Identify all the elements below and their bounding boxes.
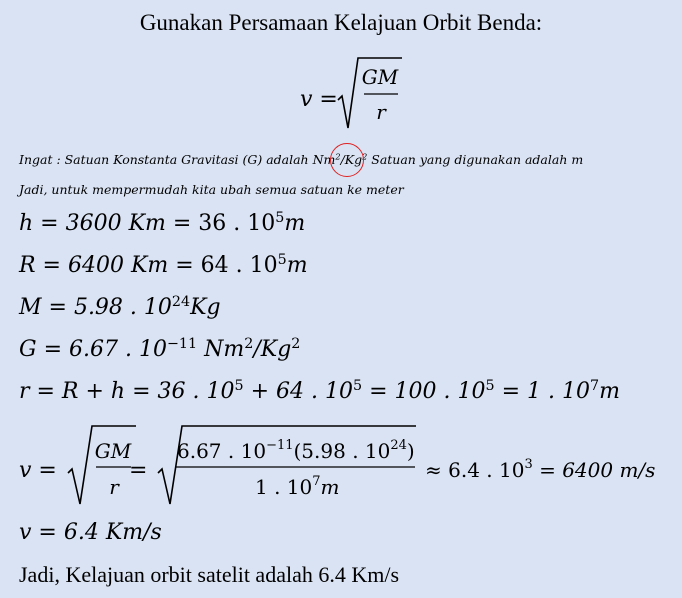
page-title: Gunakan Persamaan Kelajuan Orbit Benda: <box>139 10 543 35</box>
conversion-note: Jadi, untuk mempermudah kita ubah semua satuan ke meter <box>19 182 404 197</box>
orbit-radius-equation: r = R + h = 36 . $10^5 + 64$ . $10^5 = 100$ . $10^5 = 1$ . $10^7m$ <box>19 378 620 404</box>
velocity-calculation <box>12 420 676 512</box>
conclusion-text: Jadi, Kelajuan orbit satelit adalah 6.4 Km/s <box>19 562 400 587</box>
calc-numerator-2: 6.67 . $10^{-11}(5.98$ . $10^{24}$) <box>177 438 415 463</box>
formula-denominator: r <box>376 100 386 124</box>
velocity-result: v = 6.4 Km/s <box>19 520 162 545</box>
formula-lhs: v = <box>300 87 338 112</box>
calc-lhs: v = <box>19 458 57 483</box>
highlight-circle <box>330 143 364 177</box>
unit-note-tail: Satuan yang digunakan adalah m <box>367 152 584 167</box>
unit-note-unit: /Kg <box>340 152 363 167</box>
calc-radical-1 <box>68 426 136 504</box>
gravity-constant-equation: G = 6.67 . $10^{-11}$ Nm$^2$/Kg$^2$ <box>19 336 301 362</box>
mass-equation: M = 5.98 . $10^{24}Kg$ <box>19 294 221 320</box>
calc-equals: = <box>129 458 148 483</box>
unit-note-highlight: Nm$^2$ <box>312 151 341 167</box>
calc-approx-result: ≈ 6.4 . $10^3 = 6400$ m/s <box>425 457 656 482</box>
unit-note-text: Ingat : Satuan Konstanta Gravitasi (G) adalah <box>19 152 313 167</box>
calc-numerator-1: GM <box>94 439 132 463</box>
height-equation: h = 3600 Km = 36 . $10^5m$ <box>19 210 306 236</box>
calc-denominator-1: r <box>109 475 119 499</box>
formula-numerator: GM <box>361 65 399 89</box>
unit-note: Ingat : Satuan Konstanta Gravitasi (G) adalah Nm$^2$/Kg$^2$ Satuan yang digunakan adalah m <box>19 151 584 167</box>
radius-equation: R = 6400 Km = 64 . $10^5m$ <box>19 252 308 278</box>
orbit-velocity-formula <box>290 54 420 136</box>
calc-denominator-2: 1 . $10^7m$ <box>255 474 340 499</box>
